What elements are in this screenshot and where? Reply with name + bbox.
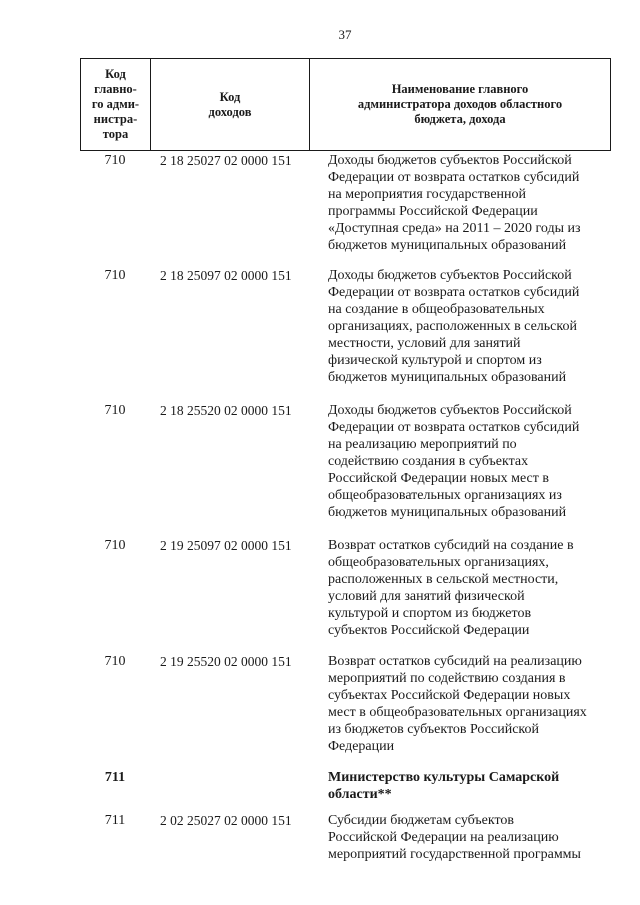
name-line: области** xyxy=(328,787,392,802)
name-line: местности, условий для занятий xyxy=(328,336,521,351)
page-number: 37 xyxy=(338,27,352,42)
income-name xyxy=(328,152,611,254)
name-line: Возврат остатков субсидий на создание в xyxy=(328,538,574,553)
name-line: субъектах Российской Федерации новых xyxy=(328,688,571,703)
name-line: Российской Федерации новых мест в xyxy=(328,471,549,486)
income-name xyxy=(328,537,611,639)
income-code: 2 19 25520 02 0000 151 xyxy=(160,654,292,669)
name-line: бюджетов муниципальных образований xyxy=(328,238,567,253)
admin-code: 711 xyxy=(104,813,126,828)
name-line: на создание в общеобразовательных xyxy=(328,302,545,317)
name-line: Доходы бюджетов субъектов Российской xyxy=(328,403,572,418)
name-line: субъектов Российской Федерации xyxy=(328,623,530,638)
name-line: Министерство культуры Самарской xyxy=(328,770,560,785)
name-line: «Доступная среда» на 2011 – 2020 годы из xyxy=(328,221,581,236)
name-line: мероприятий по содействию создания в xyxy=(328,671,566,686)
name-line: культурой и спортом из бюджетов xyxy=(328,606,532,621)
income-name xyxy=(328,402,611,521)
name-line: на мероприятия государственной xyxy=(328,187,527,202)
header-admin-code: Код главно- го адми- нистра- тора xyxy=(81,59,151,150)
name-line: программы Российской Федерации xyxy=(328,204,538,219)
name-line: на реализацию мероприятий по xyxy=(328,437,517,452)
admin-code: 710 xyxy=(104,268,126,283)
income-code: 2 19 25097 02 0000 151 xyxy=(160,538,292,553)
table-header xyxy=(80,58,611,151)
name-line: Федерации от возврата остатков субсидий xyxy=(328,420,580,435)
name-line: Доходы бюджетов субъектов Российской xyxy=(328,268,572,283)
name-line: Федерации от возврата остатков субсидий xyxy=(328,285,580,300)
name-line: Федерации xyxy=(328,739,395,754)
name-line: бюджетов муниципальных образований xyxy=(328,505,567,520)
name-line: организациях, расположенных в сельской xyxy=(328,319,577,334)
name-line: Доходы бюджетов субъектов Российской xyxy=(328,153,572,168)
name-line: Возврат остатков субсидий на реализацию xyxy=(328,654,582,669)
name-line: мероприятий государственной программы xyxy=(328,847,581,862)
admin-code: 710 xyxy=(104,153,126,168)
header-income-code: Код доходов xyxy=(151,59,310,150)
admin-code: 710 xyxy=(104,654,126,669)
name-line: мест в общеобразовательных организациях xyxy=(328,705,587,720)
income-code: 2 18 25027 02 0000 151 xyxy=(160,153,292,168)
income-name xyxy=(328,267,611,386)
name-line: бюджетов муниципальных образований xyxy=(328,370,567,385)
name-line: расположенных в сельской местности, xyxy=(328,572,559,587)
name-line: условий для занятий физической xyxy=(328,589,525,604)
name-line: Субсидии бюджетам субъектов xyxy=(328,813,515,828)
admin-code: 710 xyxy=(104,403,126,418)
admin-code: 711 xyxy=(104,770,126,785)
income-code: 2 18 25520 02 0000 151 xyxy=(160,403,292,418)
name-line: физической культурой и спортом из xyxy=(328,353,542,368)
header-name: Наименование главного администратора доходов областного бюджета, дохода xyxy=(357,82,563,126)
admin-code: 710 xyxy=(104,538,126,553)
income-code: 2 18 25097 02 0000 151 xyxy=(160,268,292,283)
name-line: Федерации от возврата остатков субсидий xyxy=(328,170,580,185)
income-name xyxy=(328,653,611,755)
name-line: Российской Федерации на реализацию xyxy=(328,830,559,845)
name-line: содействию создания в субъектах xyxy=(328,454,529,469)
name-line: общеобразовательных организациях из xyxy=(328,488,562,503)
name-line: общеобразовательных организациях, xyxy=(328,555,549,570)
income-name xyxy=(328,812,611,863)
administrator-name xyxy=(328,769,611,803)
income-code: 2 02 25027 02 0000 151 xyxy=(160,813,292,828)
name-line: из бюджетов субъектов Российской xyxy=(328,722,539,737)
